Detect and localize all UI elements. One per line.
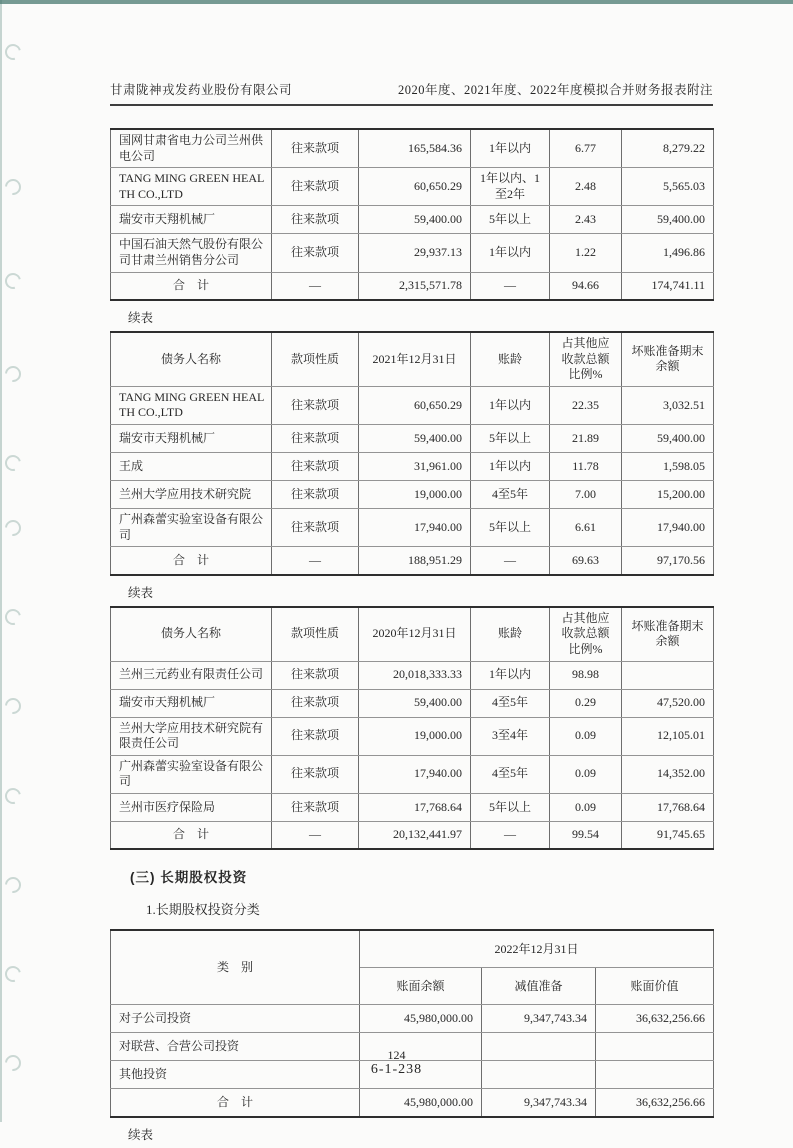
table-row (111, 206, 714, 234)
payment-nature-cell: 往来款项 (272, 425, 359, 453)
payment-nature-cell: 往来款项 (272, 509, 359, 547)
amount-cell: 19,000.00 (359, 717, 471, 755)
other-receivables-table-2022 (110, 128, 714, 301)
total-row (111, 1089, 714, 1117)
binding-mark-icon (2, 606, 24, 628)
ratio-cell: 0.09 (550, 755, 622, 793)
aging-cell: 1年以内 (471, 386, 550, 424)
provision-cell: 17,940.00 (622, 509, 714, 547)
category-cell: 对联营、合营公司投资 (111, 1033, 360, 1061)
table-row (111, 386, 714, 424)
table-header-row (111, 607, 714, 661)
carrying-value-cell: 36,632,256.66 (596, 1005, 714, 1033)
table-row (111, 453, 714, 481)
amount-cell: 188,951.29 (359, 547, 471, 575)
other-receivables-table-2020 (110, 606, 714, 851)
ratio-cell: 2.43 (550, 206, 622, 234)
payment-nature-header: 款项性质 (272, 332, 359, 386)
payment-nature-cell: 往来款项 (272, 689, 359, 717)
debtor-name-cell: TANG MING GREEN HEALTH CO.,LTD (111, 386, 272, 424)
binding-mark-icon (2, 785, 24, 807)
binding-mark-icon (2, 270, 24, 292)
book-balance-cell: 45,980,000.00 (360, 1089, 482, 1117)
payment-nature-header: 款项性质 (272, 607, 359, 661)
payment-nature-cell: — (272, 821, 359, 849)
category-cell: 合 计 (111, 1089, 360, 1117)
aging-cell: 4至5年 (471, 481, 550, 509)
aging-cell: 5年以上 (471, 425, 550, 453)
payment-nature-cell: 往来款项 (272, 386, 359, 424)
table-header-row (111, 332, 714, 386)
payment-nature-cell: 往来款项 (272, 793, 359, 821)
provision-cell: 1,598.05 (622, 453, 714, 481)
provision-cell: 97,170.56 (622, 547, 714, 575)
balance-date-header: 2021年12月31日 (359, 332, 471, 386)
ratio-cell: 0.09 (550, 793, 622, 821)
impairment-header: 减值准备 (482, 968, 596, 1005)
amount-cell: 60,650.29 (359, 168, 471, 206)
document-header (110, 80, 713, 106)
debtor-name-cell: 兰州三元药业有限责任公司 (111, 661, 272, 689)
provision-cell: 8,279.22 (622, 129, 714, 168)
debtor-name-cell: 合 计 (111, 547, 272, 575)
table-row (111, 425, 714, 453)
provision-cell: 59,400.00 (622, 206, 714, 234)
aging-cell: — (471, 821, 550, 849)
continued-table-label: 续表 (128, 585, 154, 600)
ratio-cell: 21.89 (550, 425, 622, 453)
ratio-cell: 94.66 (550, 272, 622, 300)
aging-cell: 5年以上 (471, 206, 550, 234)
continued-table-label: 续表 (128, 311, 154, 326)
provision-cell (622, 661, 714, 689)
amount-cell: 31,961.00 (359, 453, 471, 481)
aging-header: 账龄 (471, 332, 550, 386)
aging-cell: 1年以内 (471, 453, 550, 481)
ratio-cell: 11.78 (550, 453, 622, 481)
debtor-name-cell: 王成 (111, 453, 272, 481)
table-row (111, 689, 714, 717)
book-balance-header: 账面余额 (360, 968, 482, 1005)
provision-cell: 91,745.65 (622, 821, 714, 849)
ratio-cell: 1.22 (550, 234, 622, 272)
provision-cell: 174,741.11 (622, 272, 714, 300)
provision-cell: 15,200.00 (622, 481, 714, 509)
binding-mark-icon (2, 176, 25, 199)
section-subheading: 1.长期股权投资分类 (146, 902, 260, 918)
category-header: 类 别 (111, 930, 360, 1005)
binding-mark-icon (2, 695, 25, 718)
table-row (111, 481, 714, 509)
debtor-name-cell: 瑞安市天翔机械厂 (111, 425, 272, 453)
provision-cell: 5,565.03 (622, 168, 714, 206)
amount-cell: 17,940.00 (359, 755, 471, 793)
ratio-cell: 2.48 (550, 168, 622, 206)
debtor-name-header: 债务人名称 (111, 332, 272, 386)
amount-cell: 19,000.00 (359, 481, 471, 509)
binding-mark-icon (2, 517, 25, 540)
binding-mark-icon (2, 41, 24, 63)
aging-cell: 1年以内、1至2年 (471, 168, 550, 206)
ratio-cell: 6.77 (550, 129, 622, 168)
document-title: 2020年度、2021年度、2022年度模拟合并财务报表附注 (397, 83, 713, 97)
aging-cell: 1年以内 (471, 661, 550, 689)
debtor-name-cell: 广州森蕾实验室设备有限公司 (111, 755, 272, 793)
debtor-name-cell: 中国石油天然气股份有限公司甘肃兰州销售分公司 (111, 234, 272, 272)
provision-cell: 14,352.00 (622, 755, 714, 793)
table-row (111, 1005, 714, 1033)
payment-nature-cell: — (272, 547, 359, 575)
carrying-value-header: 账面价值 (596, 968, 714, 1005)
date-span-header: 2022年12月31日 (360, 930, 714, 968)
debtor-name-cell: 瑞安市天翔机械厂 (111, 206, 272, 234)
debtor-name-cell: 合 计 (111, 821, 272, 849)
payment-nature-cell: 往来款项 (272, 717, 359, 755)
debtor-name-cell: 兰州大学应用技术研究院 (111, 481, 272, 509)
provision-cell: 59,400.00 (622, 425, 714, 453)
aging-cell: 4至5年 (471, 689, 550, 717)
provision-cell: 3,032.51 (622, 386, 714, 424)
provision-cell: 1,496.86 (622, 234, 714, 272)
debtor-name-cell: 瑞安市天翔机械厂 (111, 689, 272, 717)
debtor-name-cell: 合 计 (111, 272, 272, 300)
ratio-cell: 6.61 (550, 509, 622, 547)
aging-cell: 1年以内 (471, 129, 550, 168)
amount-cell: 2,315,571.78 (359, 272, 471, 300)
aging-cell: 3至4年 (471, 717, 550, 755)
debtor-name-cell: 国网甘肃省电力公司兰州供电公司 (111, 129, 272, 168)
aging-cell: 5年以上 (471, 509, 550, 547)
payment-nature-cell: 往来款项 (272, 481, 359, 509)
amount-cell: 59,400.00 (359, 689, 471, 717)
ratio-cell: 0.09 (550, 717, 622, 755)
provision-cell: 12,105.01 (622, 717, 714, 755)
debtor-name-header: 债务人名称 (111, 607, 272, 661)
payment-nature-cell: 往来款项 (272, 755, 359, 793)
aging-cell: — (471, 547, 550, 575)
other-receivables-table-2021 (110, 331, 714, 576)
table-row (111, 129, 714, 168)
category-cell: 其他投资 (111, 1061, 360, 1089)
impairment-cell: 9,347,743.34 (482, 1089, 596, 1117)
page-number: 124 (387, 1048, 406, 1062)
debtor-name-cell: 兰州大学应用技术研究院有限责任公司 (111, 717, 272, 755)
aging-cell: 5年以上 (471, 793, 550, 821)
payment-nature-cell: 往来款项 (272, 661, 359, 689)
company-name: 甘肃陇神戎发药业股份有限公司 (110, 83, 293, 97)
aging-cell: 4至5年 (471, 755, 550, 793)
aging-header: 账龄 (471, 607, 550, 661)
amount-cell: 20,132,441.97 (359, 821, 471, 849)
continued-table-label: 续表 (128, 1127, 154, 1142)
debtor-name-cell: 广州森蕾实验室设备有限公司 (111, 509, 272, 547)
debtor-name-cell: 兰州市医疗保险局 (111, 793, 272, 821)
payment-nature-cell: 往来款项 (272, 206, 359, 234)
amount-cell: 59,400.00 (359, 206, 471, 234)
table-row (111, 509, 714, 547)
ratio-header: 占其他应收款总额比例% (550, 332, 622, 386)
table-row (111, 717, 714, 755)
table-row (111, 234, 714, 272)
table-row (111, 793, 714, 821)
impairment-cell: 9,347,743.34 (482, 1005, 596, 1033)
amount-cell: 60,650.29 (359, 386, 471, 424)
debtor-name-cell: TANG MING GREEN HEALTH CO.,LTD (111, 168, 272, 206)
payment-nature-cell: — (272, 272, 359, 300)
ratio-cell: 22.35 (550, 386, 622, 424)
ratio-header: 占其他应收款总额比例% (550, 607, 622, 661)
page-content (110, 0, 713, 1148)
amount-cell: 59,400.00 (359, 425, 471, 453)
long-term-equity-investment-table (110, 929, 714, 1118)
book-balance-cell: 45,980,000.00 (360, 1005, 482, 1033)
payment-nature-cell: 往来款项 (272, 129, 359, 168)
table-row (111, 755, 714, 793)
page-footer (0, 1048, 793, 1079)
total-row (111, 547, 714, 575)
binding-mark-icon (2, 452, 24, 474)
aging-cell: — (471, 272, 550, 300)
payment-nature-cell: 往来款项 (272, 234, 359, 272)
binding-mark-icon (2, 874, 25, 897)
category-cell: 对子公司投资 (111, 1005, 360, 1033)
total-row (111, 272, 714, 300)
table-row (111, 168, 714, 206)
provision-header: 坏账准备期末余额 (622, 607, 714, 661)
provision-cell: 47,520.00 (622, 689, 714, 717)
provision-cell: 17,768.64 (622, 793, 714, 821)
ratio-cell: 98.98 (550, 661, 622, 689)
table-row (111, 661, 714, 689)
payment-nature-cell: 往来款项 (272, 168, 359, 206)
amount-cell: 17,768.64 (359, 793, 471, 821)
aging-cell: 1年以内 (471, 234, 550, 272)
binding-mark-icon (2, 363, 25, 386)
section-heading: (三) 长期股权投资 (130, 870, 248, 886)
amount-cell: 20,018,333.33 (359, 661, 471, 689)
amount-cell: 29,937.13 (359, 234, 471, 272)
ratio-cell: 99.54 (550, 821, 622, 849)
total-row (111, 821, 714, 849)
ratio-cell: 0.29 (550, 689, 622, 717)
scan-left-edge (0, 0, 2, 1122)
carrying-value-cell: 36,632,256.66 (596, 1089, 714, 1117)
balance-date-header: 2020年12月31日 (359, 607, 471, 661)
ratio-cell: 69.63 (550, 547, 622, 575)
ratio-cell: 7.00 (550, 481, 622, 509)
provision-header: 坏账准备期末余额 (622, 332, 714, 386)
amount-cell: 17,940.00 (359, 509, 471, 547)
binding-mark-icon (2, 963, 24, 985)
payment-nature-cell: 往来款项 (272, 453, 359, 481)
document-number: 6-1-238 (370, 1062, 423, 1078)
amount-cell: 165,584.36 (359, 129, 471, 168)
table-header-row (111, 930, 714, 968)
